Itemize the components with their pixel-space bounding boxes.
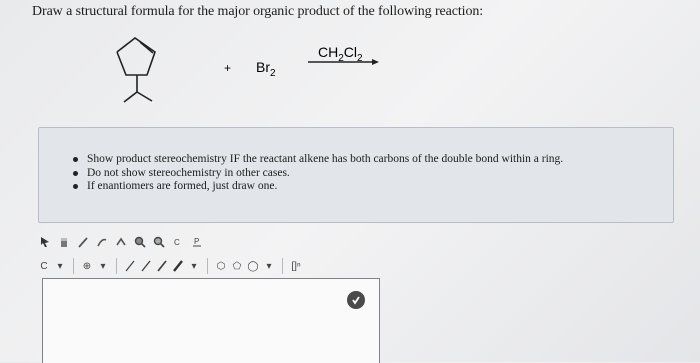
drawing-canvas[interactable]: [42, 278, 380, 363]
charge-button[interactable]: ⊕: [82, 260, 92, 272]
svg-text:P: P: [194, 237, 200, 246]
plus-sign: +: [224, 61, 232, 75]
question-prompt: Draw a structural formula for the major organic product of the following reaction:: [32, 4, 484, 19]
drawing-toolbar: [38, 232, 204, 252]
separator: [282, 258, 283, 274]
chevron-down-icon[interactable]: ▾: [266, 260, 272, 272]
arrow-icon[interactable]: [95, 235, 109, 249]
template-icon[interactable]: [171, 235, 185, 249]
chevron-down-icon[interactable]: ▾: [191, 260, 197, 272]
double-bond-line: [140, 42, 153, 53]
ring-circle-button[interactable]: ◯: [247, 260, 259, 272]
format-toolbar: [38, 256, 302, 276]
bond-icon[interactable]: [76, 235, 90, 249]
bold-bond-icon[interactable]: [172, 258, 184, 274]
separator: [207, 258, 208, 274]
atom-tool-icon[interactable]: [38, 235, 52, 249]
separator: [73, 258, 74, 274]
hash-bond-icon[interactable]: [156, 258, 168, 274]
separator: [116, 258, 117, 274]
zoom-out-icon[interactable]: [152, 235, 166, 249]
hint-item: If enantiomers are formed, just draw one.: [87, 180, 563, 194]
ring-pentagon-button[interactable]: ⬠: [232, 260, 242, 272]
single-bond-icon[interactable]: [124, 258, 136, 274]
hint-item: Do not show stereochemistry in other cases.: [87, 167, 563, 181]
text-tool-button[interactable]: []ⁿ: [291, 260, 301, 272]
periodic-table-icon[interactable]: [190, 235, 204, 249]
chevron-down-icon[interactable]: ▾: [100, 260, 106, 272]
check-icon[interactable]: [347, 291, 365, 309]
hint-panel: [38, 127, 674, 223]
wedge-bond-icon[interactable]: [140, 258, 152, 274]
reaction-scheme: [0, 0, 700, 120]
element-select[interactable]: C: [40, 260, 48, 272]
hint-item: Show product stereochemistry IF the reactant alkene has both carbons of the double bond within a ring.: [87, 153, 563, 167]
eraser-icon[interactable]: [57, 235, 71, 249]
svg-text:C: C: [174, 238, 180, 247]
reagent-label: $Br_2$: [256, 59, 276, 79]
solvent-label: $CH_2Cl_2$: [318, 44, 363, 64]
lasso-icon[interactable]: [114, 235, 128, 249]
hint-list: [87, 153, 563, 194]
ring-hexagon-button[interactable]: ⬡: [216, 260, 226, 272]
chevron-down-icon[interactable]: ▾: [57, 260, 63, 272]
reactant-structure: [117, 38, 155, 102]
zoom-in-icon[interactable]: [133, 235, 147, 249]
